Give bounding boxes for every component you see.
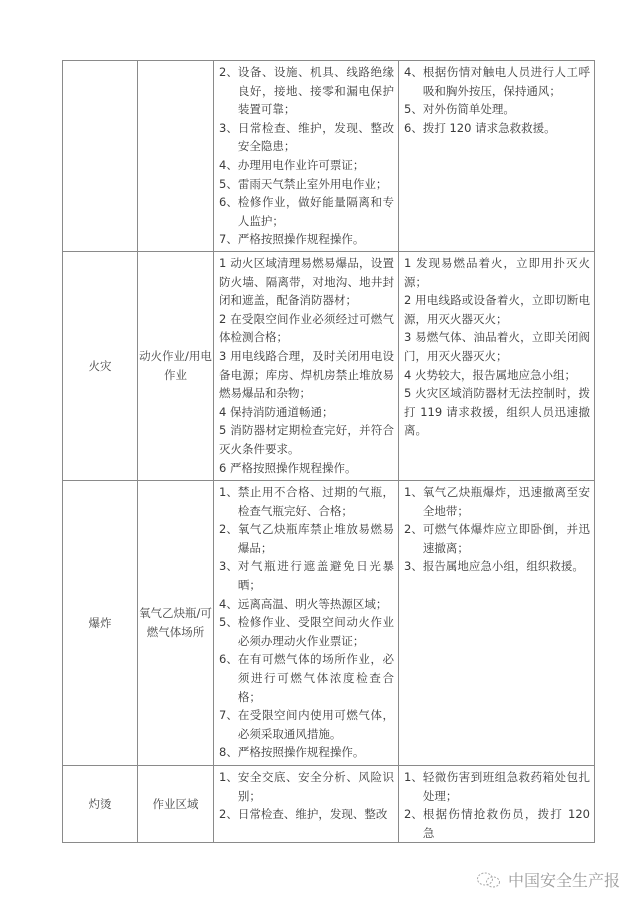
list-item: 1、 禁止用不合格、过期的气瓶，检查气瓶完好、合格； <box>219 485 394 518</box>
list-item: 3 易燃气体、油品着火，立即关闭阀门，用灭火器灭火； <box>404 330 590 363</box>
measures-cell <box>214 252 399 481</box>
list-item: 2 在受限空间作业必须经过可燃气体检测合格； <box>219 311 394 345</box>
measures-cell <box>214 61 399 252</box>
watermark <box>476 868 620 891</box>
list-item: 6 严格按照操作规程操作。 <box>219 460 357 475</box>
list-item: 7、 在受限空间内使用可燃气体，必须采取通风措施。 <box>219 708 394 741</box>
list-item: 5、 检修作业、受限空间动火作业必须办理动火作业票证； <box>219 615 394 648</box>
list-item: 1、 安全交底、安全分析、风险识别； <box>219 770 394 803</box>
list-item: 4、 办理用电作业许可票证； <box>219 157 365 172</box>
list-item: 5 火灾区域消防器材无法控制时，拨打 119 请求救援，组织人员迅速撤离。 <box>404 386 590 438</box>
list-item: 4、 根据伤情对触电人员进行人工呼吸和胸外按压，保持通风； <box>404 65 590 98</box>
table-row <box>63 61 595 252</box>
response-cell <box>399 61 595 252</box>
list-item: 7、 严格按照操作规程操作。 <box>219 232 365 247</box>
table-row <box>63 252 595 481</box>
list-item: 1、 轻微伤害到班组急救药箱处包扎处理； <box>404 770 590 803</box>
list-item: 2、 氧气乙炔瓶库禁止堆放易燃易爆品； <box>219 522 394 555</box>
list-item: 4 保持消防通道畅通； <box>219 404 334 419</box>
wechat-icon <box>476 871 502 889</box>
measures-cell <box>214 766 399 843</box>
list-item: 6、 在有可燃气体的场所作业，必须进行可燃气体浓度检查合格； <box>219 652 394 704</box>
hazard-cell <box>63 61 138 252</box>
list-item: 1 动火区域清理易燃易爆品，设置防火墙、隔离带，对地沟、地井封闭和遮盖，配备消防器材； <box>219 256 394 308</box>
table-row <box>63 766 595 843</box>
location-cell <box>138 61 214 252</box>
response-cell <box>399 766 595 843</box>
list-item: 2 用电线路或设备着火，立即切断电源，用灭火器灭火； <box>404 293 590 326</box>
table-row <box>63 481 595 766</box>
list-item: 5、 雷雨天气禁止室外用电作业； <box>219 176 388 191</box>
list-item: 3、 报告属地应急小组，组织救援。 <box>404 559 584 574</box>
list-item: 3 用电线路合理，及时关闭用电设备电源；库房、焊机房禁止堆放易燃易爆品和杂物； <box>219 348 394 401</box>
list-item: 3、 对气瓶进行遮盖避免日光暴晒； <box>219 559 394 592</box>
hazard-cell: 火灾 <box>63 252 138 481</box>
location-cell: 作业区域 <box>138 766 214 843</box>
list-item: 2、 可燃气体爆炸应立即卧倒，并迅速撤离； <box>404 522 590 555</box>
safety-measures-table <box>62 60 595 843</box>
list-item: 5 消防器材定期检查完好，并符合灭火条件要求。 <box>219 423 394 456</box>
list-item: 1、 氧气乙炔瓶爆炸，迅速撤离至安全地带； <box>404 485 590 518</box>
response-cell <box>399 252 595 481</box>
list-item: 2、 根据伤情抢救伤员，拨打 120 急 <box>404 807 590 840</box>
list-item: 4 火势较大，报告属地应急小组； <box>404 367 576 382</box>
watermark-text: 中国安全生产报 <box>508 871 621 890</box>
list-item: 1 发现易燃品着火，立即用扑灭火源； <box>404 256 590 289</box>
list-item: 4、 远离高温、明火等热源区域； <box>219 596 388 611</box>
hazard-cell: 爆炸 <box>63 481 138 766</box>
measures-cell <box>214 481 399 766</box>
list-item: 8、 严格按照操作规程操作。 <box>219 745 365 760</box>
list-item: 6、 检修作业，做好能量隔离和专人监护； <box>219 195 394 228</box>
list-item: 6、 拨打 120 请求急救救援。 <box>404 120 556 135</box>
list-item: 3、 日常检查、维护，发现、整改安全隐患； <box>219 120 394 154</box>
response-cell <box>399 481 595 766</box>
list-item: 2、 日常检查、维护，发现、整改 <box>219 807 388 822</box>
location-cell: 动火作业/用电作业 <box>138 252 214 481</box>
list-item: 2、 设备、设施、机具、线路绝缘良好，接地、接零和漏电保护装置可靠； <box>219 65 394 117</box>
location-cell: 氧气乙炔瓶/可燃气体场所 <box>138 481 214 766</box>
list-item: 5、 对外伤简单处理。 <box>404 102 515 117</box>
hazard-cell: 灼烫 <box>63 766 138 843</box>
